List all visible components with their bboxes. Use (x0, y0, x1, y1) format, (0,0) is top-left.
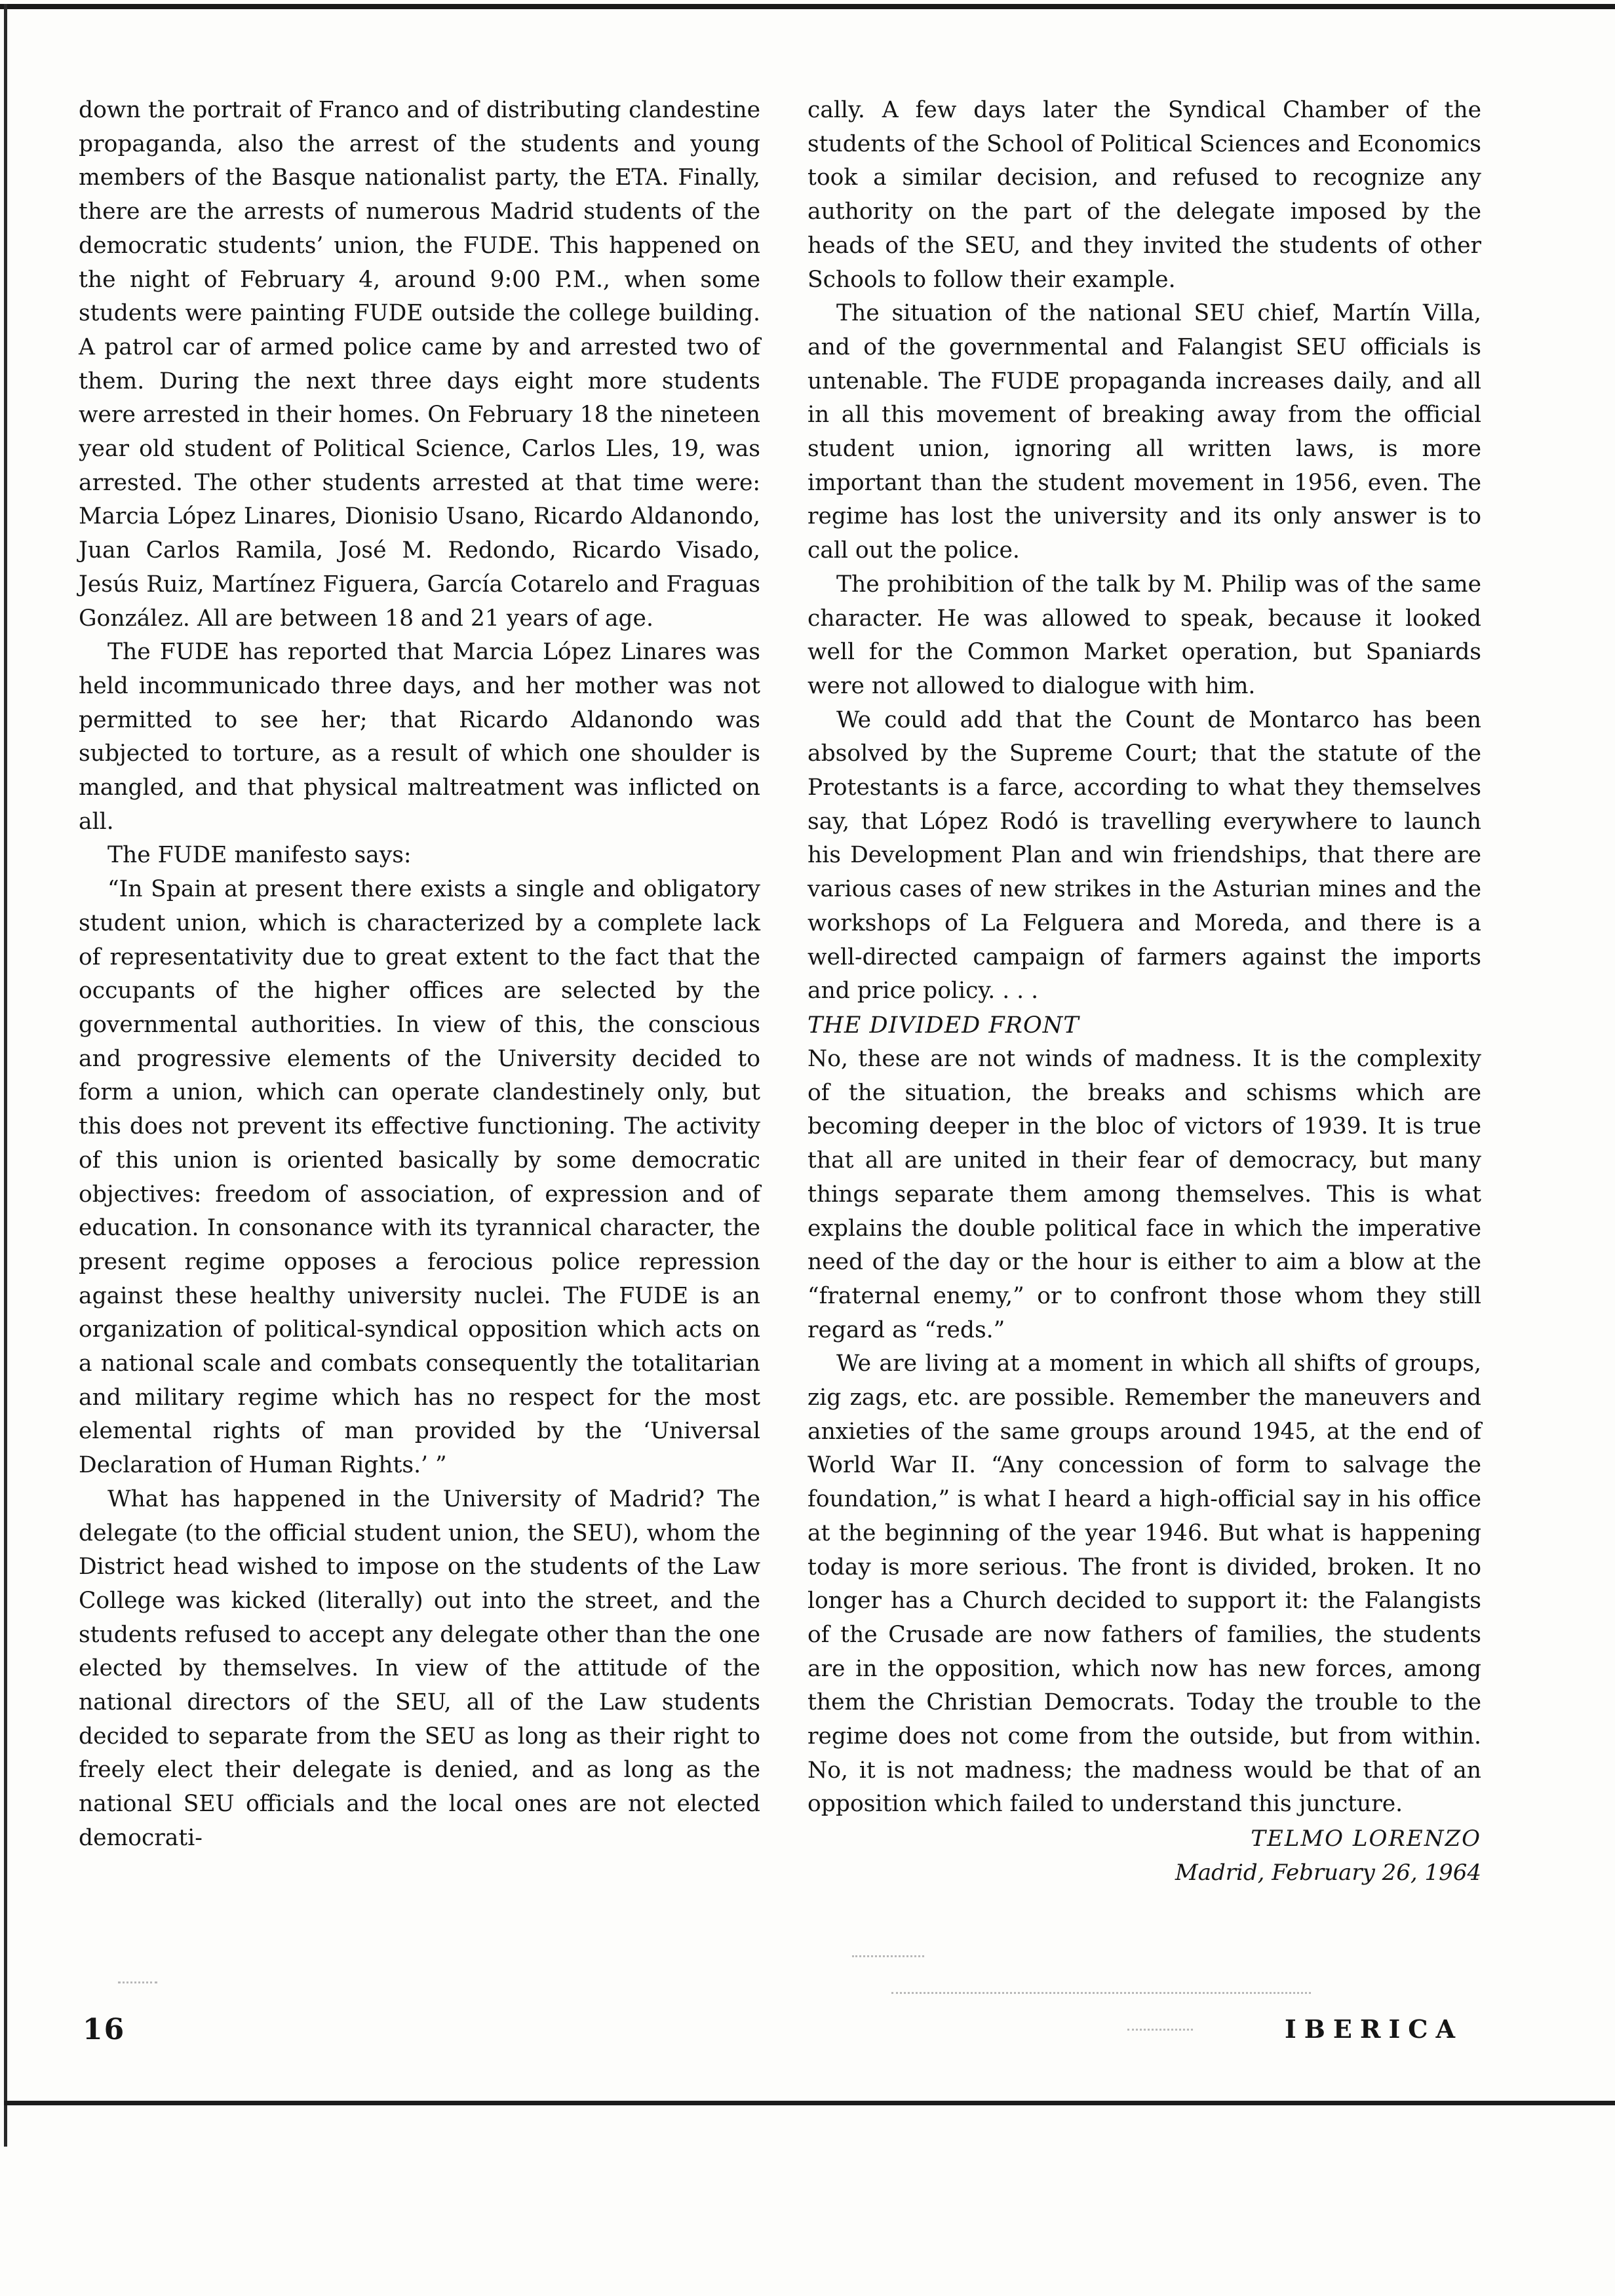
print-speckle (118, 1981, 157, 1985)
paragraph: The FUDE manifesto says: (107, 842, 412, 869)
right-column (808, 94, 1481, 1981)
print-speckle (891, 1992, 1311, 1996)
left-column (79, 94, 760, 1961)
paragraph: cally. A few days later the Syndical Chamber of the students of the School of Political Sciences and Economics took a similar decision, and refused to recognize any authority on the part of the delegate imposed by the heads of the SEU, and they invited the students of other Schools to follow their example. (808, 97, 1481, 293)
paragraph: The situation of the national SEU chief, Martín Villa, and of the governmental and Falangist SEU officials is untenable. The FUDE propaganda increases daily, and all in all this movement of breaking away from the official student union, ignoring all written laws, is more important than the student movement in 1956, even. The regime has lost the university and its only answer is to call out the police. (808, 300, 1481, 564)
page-number: 16 (83, 2013, 126, 2046)
print-speckle (852, 1955, 924, 1959)
paragraph: No, these are not winds of madness. It is the complexity of the situation, the breaks and schisms which are becoming deeper in the bloc of victors of 1939. It is true that all are united in their fear of democracy, but many things separate them among themselves. This is what explains the double political face in which the imperative need of the day or the hour is either to aim a blow at the “fraternal enemy,” or to confront those whom they still regard as “reds.” (808, 1045, 1481, 1343)
paragraph: We are living at a moment in which all shifts of groups, zig zags, etc. are possible. Remember the maneuvers and anxieties of the same groups around 1945, at the end of World War II. “Any concession of form to salvage the foundation,” is what I heard a high-official say in his office at the beginning of the year 1946. But what is happening today is more serious. The front is divided, broken. It no longer has a Church decided to support it: the Falangists of the Crusade are now fathers of families, the students are in the opposition, which now has new forces, among them the Christian Democrats. Today the trouble to the regime does not come from the outside, but from within. No, it is not madness; the madness would be that of an opposition which failed to understand this juncture. (808, 1350, 1481, 1818)
paragraph: down the portrait of Franco and of distributing clandestine propaganda, also the arrest of the students and young members of the Basque nationalist party, the ETA. Finally, there are the arrests of numerous Madrid students of the democratic students’ union, the FUDE. This happened on the night of February 4, around 9:00 P.M., when some students were painting FUDE outside the college building. A patrol car of armed police came by and arrested two of them. During the next three days eight more students were arrested in their homes. On February 18 the nineteen year old student of Political Science, Carlos Lles, 19, was arrested. The other students arrested at that time were: Marcia López Linares, Dionisio Usano, Ricardo Aldanondo, Juan Carlos Ramila, José M. Redondo, Ricardo Visado, Jesús Ruiz, Martínez Figuera, García Cotarelo and Fraguas González. All are between 18 and 21 years of age. (79, 97, 760, 632)
page-top-rule (0, 4, 1615, 9)
author-name: TELMO LORENZO (1251, 1826, 1481, 1852)
paragraph: What has happened in the University of Madrid? The delegate (to the official student union, the SEU), whom the District head wished to impose on the students of the Law College was kicked (literally) out into the street, and the students refused to accept any delegate other than the one elected by themselves. In view of the attitude of the national directors of the SEU, all of the Law students decided to separate from the SEU as long as their right to freely elect their delegate is denied, and as long as the national SEU officials and the local ones are not elected democrati- (79, 1485, 760, 1851)
page-left-rule (4, 4, 7, 2147)
signature-block (808, 1822, 1481, 1890)
publication-name: IBERICA (1285, 2014, 1463, 2044)
section-heading: THE DIVIDED FRONT (808, 1012, 1080, 1039)
page-bottom-rule (4, 2101, 1615, 2105)
paragraph: We could add that the Count de Montarco has been absolved by the Supreme Court; that the statute of the Protestants is a farce, according to what they themselves say, that López Rodó is travelling everywhere to launch his Development Plan and win friendships, that there are various cases of new strikes in the Asturian mines and the workshops of La Felguera and Moreda, and there is a well-directed campaign of farmers against the imports and price policy. . . . (808, 706, 1481, 1004)
print-speckle (1127, 2029, 1193, 2033)
dateline: Madrid, February 26, 1964 (1175, 1860, 1481, 1886)
paragraph: The FUDE has reported that Marcia López Linares was held incommunicado three days, and her mother was not permitted to see her; that Ricardo Aldanondo was subjected to torture, as a result of which one shoulder is mangled, and that physical maltreatment was inflicted on all. (79, 639, 760, 835)
manifesto-quote: “In Spain at present there exists a single and obligatory student union, which is characterized by a complete lack of representativity due to great extent to the fact that the occupants of the higher offices are selected by the governmental authorities. In view of this, the conscious and progressive elements of the University decided to form a union, which can operate clandestinely only, but this does not prevent its effective functioning. The activity of this union is oriented basically by some democratic objectives: freedom of association, of expression and of education. In consonance with its tyrannical character, the present regime opposes a ferocious police repression against these healthy university nuclei. The FUDE is an organization of political-syndical opposition which acts on a national scale and combats consequently the totalitarian and military regime which has no respect for the most elemental rights of man provided by the ‘Universal Declaration of Human Rights.’ ” (79, 876, 760, 1479)
paragraph: The prohibition of the talk by M. Philip was of the same character. He was allowed to speak, because it looked well for the Common Market operation, but Spaniards were not allowed to dialogue with him. (808, 571, 1481, 699)
